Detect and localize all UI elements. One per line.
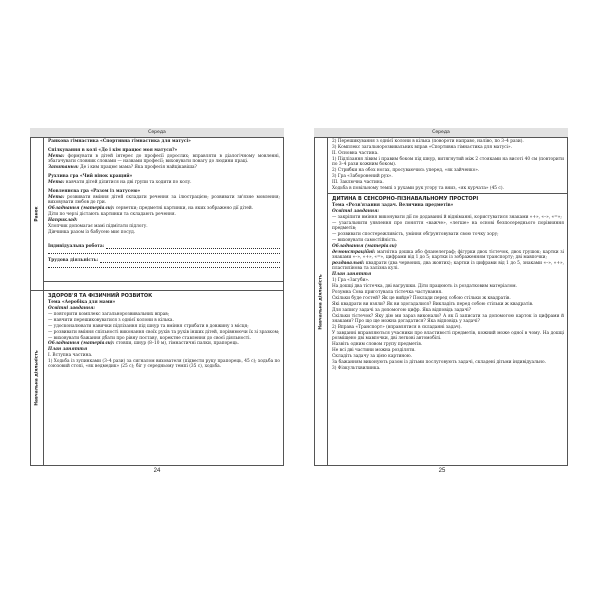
section-heading: ДИТИНА В СЕНСОРНО-ПІЗНАВАЛЬНОМУ ПРОСТОРІ — [332, 196, 479, 202]
paragraph — [332, 139, 564, 144]
left-side-activity — [30, 290, 44, 466]
paragraph-text: Скільки буде гостей? Як це вийде? Поклади перед собою стільки ж квадратів. — [332, 295, 511, 301]
paragraph-text: квадрати (два червоних, два жовтих); картки із цифрами від 1 до 5, знаками «–», «+», пластилінова та залізна кулі. — [332, 260, 564, 271]
paragraph — [48, 330, 280, 335]
paragraph — [332, 290, 564, 295]
paragraph-text: I. Вступна частина. — [48, 353, 93, 359]
right-side-activity — [314, 137, 328, 466]
paragraph-label: Обладнання (матеріали): — [48, 341, 115, 347]
individual-work-label: Індивідуальна робота: — [48, 244, 105, 249]
left-notes — [48, 244, 280, 269]
paragraph — [332, 232, 564, 237]
paragraph — [48, 165, 280, 170]
subheading: Тема «Аеробіка для мами» — [48, 299, 116, 305]
paragraph — [48, 180, 280, 185]
paragraph-text: формувати в дітей інтерес до професії дорослих; вправляти в діалогічному мовленні, збагачувати словник словами — назвами професії; виховувати повагу до людини праці. — [48, 153, 280, 165]
right-top-content — [332, 139, 564, 192]
paragraph-text: Діти по черзі дістають картинки та складають речення. — [48, 211, 176, 217]
paragraph-text: 3) Комплекс загальнорозвивальних вправ «Спортивна гімнастика для матусі». — [332, 144, 513, 150]
paragraph-text: 1) Ходьба із зупинками (3–4 рази) за сигналом вихователя (підвести руку прапорець, 45 с); ходьба по союзовий стопі, «як ведмедик» (25 с); біг у середньому темпі (35 с), ходьба. — [48, 359, 280, 370]
paragraph — [332, 348, 564, 353]
individual-work-blank — [48, 250, 280, 254]
right-page-number: 25 — [438, 468, 446, 474]
section-heading: ЗДОРОВ'Я ТА ФІЗИЧНИЙ РОЗВИТОК — [48, 293, 153, 299]
paragraph — [332, 325, 564, 330]
labor-activity-blank — [48, 264, 280, 268]
paragraph-text: Хлопчик допомагає мамі підмітати підлогу. — [48, 223, 148, 229]
subheading: Тема «Розв'язання задач. Величина предметів» — [332, 202, 454, 208]
paragraph-label: демонстраційні: — [332, 249, 376, 255]
subheading: Освітні завдання: — [332, 208, 380, 214]
right-page-header: Середа — [314, 128, 568, 138]
paragraph-text: Дівчинка разом із бабусею миє посуд. — [48, 229, 136, 235]
paragraph-text: стовпи, шнур (8–10 м), гімнастичні палки, прапорець. — [114, 341, 239, 347]
paragraph-text: Скільки тістечок? Яку дію ми зараз виконали? А як її записати за допомогою карток із цифрами й знаками? Про що ще можна догадатися? Яка відповідь у задачі? — [332, 313, 564, 324]
paragraph-text: 3) Гра «Заборонений рух». — [332, 173, 393, 179]
paragraph — [332, 168, 564, 173]
paragraph-label: Запитання: — [48, 165, 79, 171]
paragraph — [332, 215, 564, 220]
paragraph-text: — виховувати бажання дбати про рівну поставу, коректне ставлення до своєї діяльності. — [48, 335, 251, 341]
paragraph-text: У завданні вправляються учасники про властивості предметів, кожний може одної в чому. На дошці розміщено дві мавпочки, дві легкові автомобілі. — [332, 330, 564, 341]
paragraph-text: Назвіть одним словом групу предметів. — [332, 341, 423, 347]
paragraph — [48, 324, 280, 329]
left-page — [30, 128, 284, 466]
paragraph-text: II. Основна частина. — [332, 150, 379, 156]
paragraph-text: Де і ким працює мама? Яка професія найцікавіша? — [78, 165, 197, 171]
individual-work-line — [48, 244, 280, 249]
paragraph — [48, 218, 280, 223]
paragraph-text: 2) Перешикування з однієї колони в кілька (повороти направо, наліво, по 3–4 рази). — [332, 139, 524, 144]
left-section-divider — [30, 290, 284, 291]
paragraph — [332, 238, 564, 243]
paragraph — [332, 157, 564, 167]
left-page-header: Середа — [30, 128, 284, 138]
paragraph-text: III. Заключна частина. — [332, 179, 384, 185]
paragraph — [48, 206, 280, 211]
left-side-morning-label: Ранок — [33, 205, 39, 222]
right-section-divider — [328, 193, 568, 194]
subheading: План заняття — [48, 347, 88, 353]
paragraph-text: 2) Стрибки на обох ногах, просуваючись уперед, «як зайченко». — [332, 167, 480, 173]
subheading: Спілкування в колі «До і кім працює моя матуся?» — [48, 147, 178, 153]
paragraph — [332, 180, 564, 185]
paragraph — [332, 145, 564, 150]
paragraph — [332, 174, 564, 179]
paragraph-text: — удосконалювати навички підлізання під шнур та вміння стрибати в довжину з місця; — [48, 323, 249, 329]
paragraph-text: навчати дітей ділитися на дві групи та ходити по колу. — [64, 179, 192, 185]
paragraph-text: 1) Підлізання лівим і правим боком під шнур, витягнутий між 2 стояками на висоті 40 см (повторити по 3–4 рази кожним боком). — [332, 156, 564, 168]
paragraph-text: За бажанням виконують разом із дітьми послуговують задачі, складені дітьми індивідуально. — [332, 359, 546, 365]
paragraph-text: — виховувати самостійність. — [332, 237, 398, 243]
paragraph-label: роздавальні: — [332, 260, 365, 266]
subheading: Мовленнєва гра «Разом із матусею» — [48, 188, 141, 194]
paragraph-label: Наприклад: — [48, 217, 78, 223]
right-page — [314, 128, 568, 466]
paragraph-text: 1) Гра «Загуби». — [332, 277, 370, 283]
labor-activity-label: Трудова діяльність: — [48, 258, 99, 264]
right-side-activity-label: Навчальна діяльність — [317, 273, 323, 330]
paragraph — [332, 360, 564, 365]
paragraph-text: На дошці два тістечка, дві вагрушки. Діти працюють із роздатковим матеріалом. — [332, 283, 518, 289]
paragraph — [332, 296, 564, 301]
paragraph — [48, 224, 280, 229]
left-subdivider — [44, 281, 284, 282]
paragraph-text: Розумна Сова приготувала тістечка частування. — [332, 289, 443, 295]
paragraph — [332, 221, 564, 231]
paragraph-text: 2) Вправа «Транспорт» (вправлятися в складанні задач). — [332, 324, 462, 330]
paragraph — [332, 151, 564, 156]
paragraph-label: Обладнання (матеріали): — [48, 205, 115, 211]
paragraph — [332, 278, 564, 283]
paragraph — [48, 353, 280, 358]
left-side-activity-label: Навчальна діяльність — [33, 350, 39, 406]
paragraph — [48, 341, 280, 346]
paragraph — [48, 230, 280, 235]
paragraph-text: Не всі дві частини можна розділяти. — [332, 347, 416, 353]
left-page-number: 24 — [153, 468, 161, 474]
paragraph — [48, 336, 280, 341]
paragraph — [332, 302, 564, 307]
left-activity-content — [48, 293, 280, 370]
right-bottom-content — [332, 196, 564, 371]
paragraph-text: серветки; предметні картинки, на яких зображено дії дітей. — [114, 205, 254, 211]
paragraph — [332, 314, 564, 324]
paragraph-text: магнітна дошка або фланелеграф; фігурки двох тістечок, двох грушок; картки зі знаками «–», «+», «=», цифрами від 1 до 5; картки із зображенням транспорту; дві мавпочки; — [332, 249, 564, 260]
paragraph-text: — повторити комплекс загальнорозвивальних вправ; — [48, 311, 170, 317]
paragraph — [332, 331, 564, 341]
paragraph-text: — розвивати вміння спільності виконання своїх рухів та рухів інших дітей, порівнюючи їх зі зразком; — [48, 329, 280, 335]
paragraph — [48, 312, 280, 317]
paragraph — [332, 308, 564, 313]
paragraph-text: Ходьба в повільному темпі з рухами рук угору та вниз, «як курчата» (45 с). — [332, 185, 504, 191]
labor-activity-line — [48, 258, 280, 263]
subheading: Обладнання (матеріали) — [332, 243, 397, 249]
paragraph-text: розвивати вміння дітей складати речення за ілюстрацією; розвивати зв'язне мовлення; виховувати любов до гри. — [48, 194, 280, 205]
subheading: План заняття — [332, 271, 372, 277]
paragraph — [332, 250, 564, 260]
paragraph-text: Складіть задачу за цією картиною. — [332, 353, 412, 359]
paragraph-text: Які квадрати ви взяли? Як ви здогадалися? Викладіть перед собою стільки ж квадратів. — [332, 301, 534, 307]
paragraph-text: — закріпити вміння виконувати дії по додаванні й відніманні, користуватися знаками «+», «–», «=»; — [332, 214, 562, 220]
paragraph — [332, 366, 564, 371]
paragraph — [48, 212, 280, 217]
paragraph-text: 3) Фізкультхвилинка. — [332, 365, 381, 371]
paragraph — [332, 354, 564, 359]
paragraph — [332, 186, 564, 191]
paragraph-label: Мета: — [48, 179, 65, 185]
paragraph-text: — навчити перешиковуватися з однієї колони в кілька. — [48, 317, 174, 323]
subheading: Освітні завдання: — [48, 305, 96, 311]
paragraph-text: — узагальнити уявлення про поняття «важче», «легше» на основі безпосереднього порівняння предметів; — [332, 220, 564, 231]
paragraph-label: Мета: — [48, 194, 65, 200]
subheading: Ранкова гімнастика «Спортивна гімнастика для матусі» — [48, 139, 191, 144]
left-morning-content — [48, 139, 280, 236]
paragraph — [332, 342, 564, 347]
left-side-morning — [30, 137, 44, 290]
paragraph — [48, 318, 280, 323]
paragraph-text: Для запису задачі за допомогою цифр. Яка відповідь задачі? — [332, 307, 471, 313]
subheading: Рухлива гра «Чий вінок кращий» — [48, 173, 133, 179]
paragraph — [48, 195, 280, 205]
paragraph — [48, 359, 280, 369]
paragraph-label: Мета: — [48, 153, 65, 159]
paragraph — [332, 284, 564, 289]
paragraph — [48, 154, 280, 164]
paragraph-text: — розвивати спостережливість, уміння обґрунтовувати свою точку зору; — [332, 231, 499, 237]
paragraph — [332, 261, 564, 271]
